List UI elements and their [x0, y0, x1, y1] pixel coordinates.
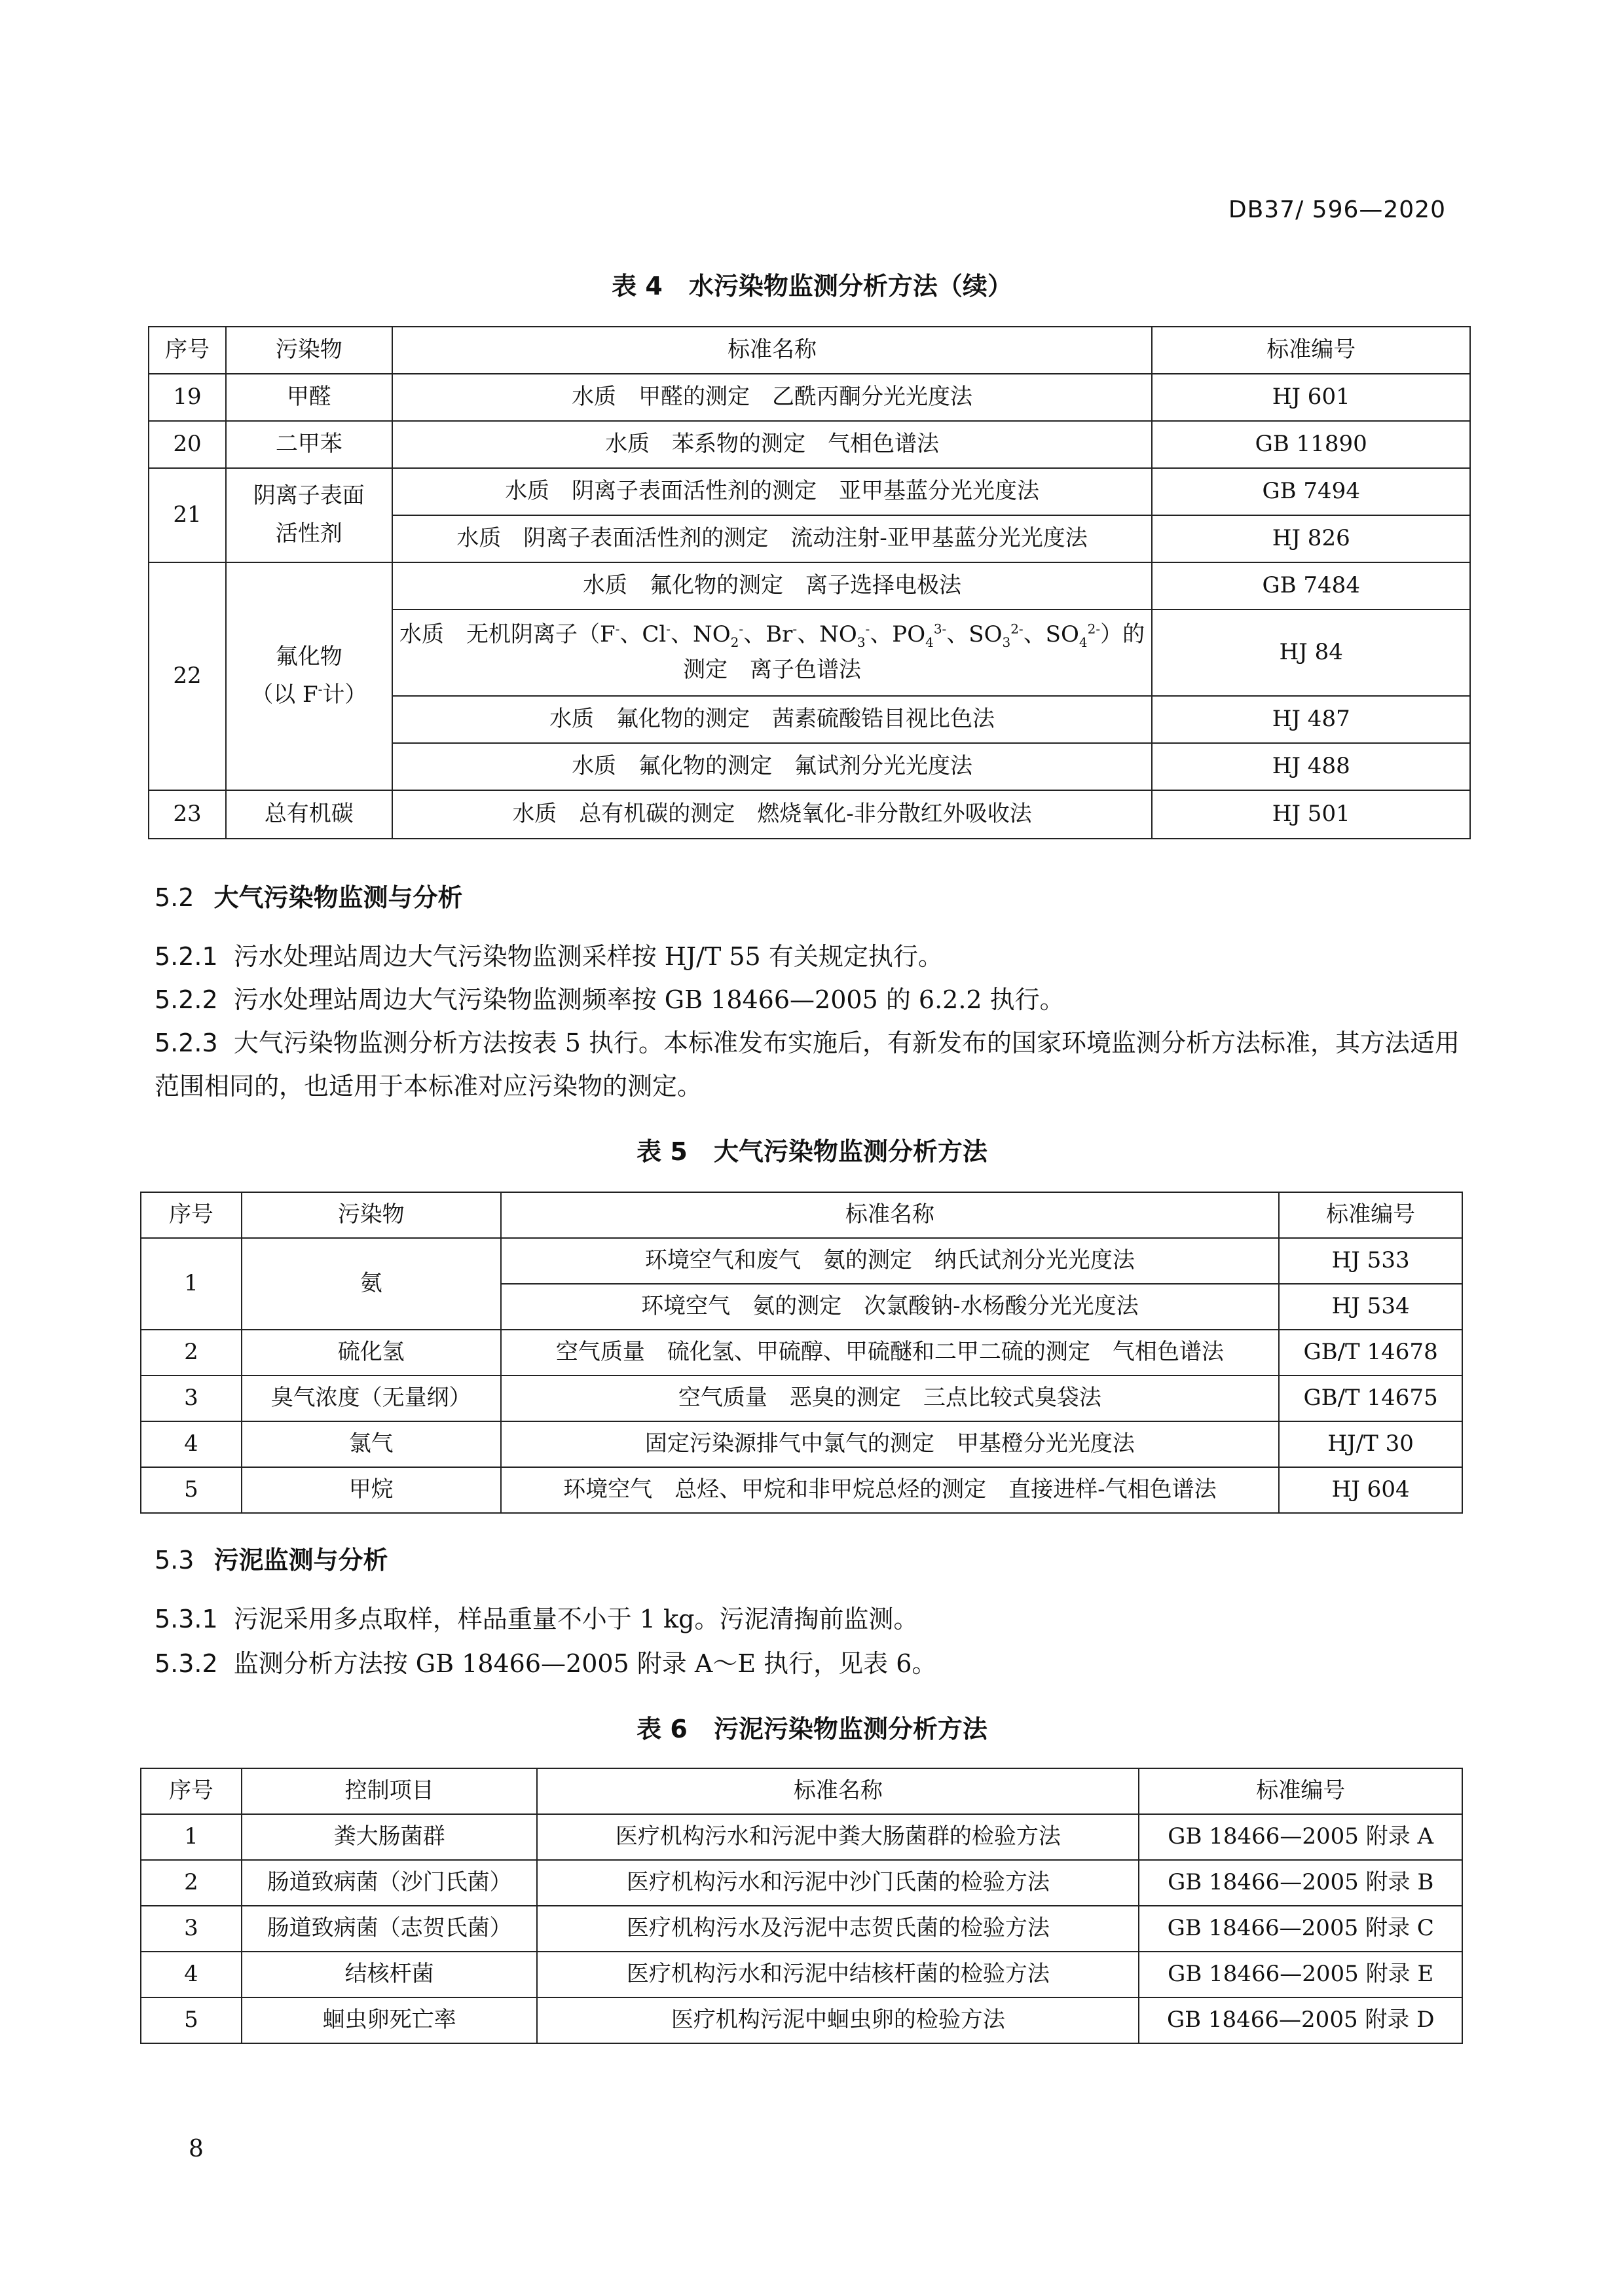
row-name: 环境空气 总烃、甲烷和非甲烷总烃的测定 直接进样-气相色谱法	[501, 1467, 1280, 1513]
subscript: 4	[925, 634, 934, 650]
table5-caption-text: 大气污染物监测分析方法	[713, 1137, 987, 1166]
section-5-3-heading	[155, 1540, 388, 1576]
clause-number: 5.3.1	[155, 1605, 218, 1633]
clause-number: 5.3.2	[155, 1649, 218, 1678]
row-name: 水质 氟化物的测定 离子选择电极法	[392, 562, 1153, 610]
paragraph-5-3-2	[155, 1642, 1471, 1685]
row-code: HJ 488	[1152, 743, 1470, 790]
table6-header-name: 标准名称	[537, 1768, 1139, 1814]
row-name: 医疗机构污水和污泥中结核杆菌的检验方法	[537, 1952, 1139, 1997]
row-pollutant: 硫化氢	[242, 1330, 501, 1376]
table-row	[149, 468, 1470, 515]
document-code: DB37/ 596—2020	[1228, 196, 1446, 223]
table-row	[141, 1906, 1462, 1952]
row-code: HJ 534	[1279, 1284, 1462, 1330]
row-code: GB 7494	[1152, 468, 1470, 515]
row-no: 2	[141, 1330, 242, 1376]
table6-header-no: 序号	[141, 1768, 242, 1814]
row-name: 水质 甲醛的测定 乙酰丙酮分光光度法	[392, 374, 1153, 421]
paragraph-5-2-3	[155, 1021, 1471, 1108]
clause-text: 大气污染物监测分析方法按表 5 执行。本标准发布实施后，有新发布的国家环境监测分析方法标准，其方法适用范围相同的，也适用于本标准对应污染物的测定。	[155, 1029, 1460, 1101]
row-pollutant: 臭气浓度（无量纲）	[242, 1376, 501, 1421]
table-row	[141, 1952, 1462, 1997]
row-name: 水质 阴离子表面活性剂的测定 流动注射-亚甲基蓝分光光度法	[392, 515, 1153, 562]
name-text: 、NO	[797, 621, 857, 648]
row-code: GB 18466—2005 附录 A	[1139, 1814, 1462, 1860]
table5-header-row	[141, 1192, 1462, 1238]
name-text: 、SO	[1023, 621, 1079, 648]
row-no: 4	[141, 1952, 242, 1997]
superscript: -	[792, 621, 798, 637]
row-no: 23	[149, 790, 226, 839]
table6-header-item: 控制项目	[242, 1768, 538, 1814]
row-code: HJ/T 30	[1279, 1421, 1462, 1467]
table4	[148, 326, 1471, 839]
row-name: 环境空气和废气 氨的测定 纳氏试剂分光光度法	[501, 1238, 1280, 1284]
row-pollutant	[226, 562, 392, 790]
row-code: HJ 826	[1152, 515, 1470, 562]
row-code: GB 18466—2005 附录 B	[1139, 1860, 1462, 1906]
name-line-2: 测定 离子色谱法	[683, 656, 862, 683]
table-row	[141, 1376, 1462, 1421]
table6-caption-text: 污泥污染物监测分析方法	[713, 1715, 987, 1743]
row-name: 医疗机构污水及污泥中志贺氏菌的检验方法	[537, 1906, 1139, 1952]
table-row	[149, 374, 1470, 421]
row-pollutant: 甲烷	[242, 1467, 501, 1513]
row-no: 3	[141, 1906, 242, 1952]
name-text: ）的	[1100, 621, 1145, 648]
table6-caption	[0, 1709, 1624, 1745]
section-number: 5.2	[155, 883, 194, 912]
row-code: HJ 604	[1279, 1467, 1462, 1513]
table5-header-code: 标准编号	[1279, 1192, 1462, 1238]
table6-header-row	[141, 1768, 1462, 1814]
row-name: 水质 阴离子表面活性剂的测定 亚甲基蓝分光光度法	[392, 468, 1153, 515]
table5-header-name: 标准名称	[501, 1192, 1280, 1238]
superscript: -	[739, 621, 744, 637]
table6	[140, 1768, 1463, 2044]
table-row	[141, 1814, 1462, 1860]
table-row	[149, 562, 1470, 610]
subscript: 2	[730, 634, 739, 650]
table-row	[141, 1467, 1462, 1513]
row-item: 肠道致病菌（志贺氏菌）	[242, 1906, 538, 1952]
row-code: HJ 487	[1152, 696, 1470, 743]
row-code: GB/T 14675	[1279, 1376, 1462, 1421]
name-text: 、Cl	[619, 621, 667, 648]
table-row	[141, 1997, 1462, 2043]
superscript: -	[865, 621, 870, 637]
page-number: 8	[189, 2136, 204, 2162]
paragraph-5-2-1	[155, 935, 1471, 978]
table4-caption-number: 表 4	[612, 272, 663, 301]
pollutant-line-1: 阴离子表面	[253, 483, 365, 509]
superscript: -	[615, 621, 620, 637]
section-title: 大气污染物监测与分析	[213, 883, 463, 912]
superscript: 2-	[1010, 621, 1024, 637]
name-text: 、NO	[671, 621, 731, 648]
row-code: HJ 84	[1152, 610, 1470, 696]
table4-caption	[0, 266, 1624, 302]
name-text: 、SO	[946, 621, 1003, 648]
row-no: 22	[149, 562, 226, 790]
row-item: 蛔虫卵死亡率	[242, 1997, 538, 2043]
clause-text: 监测分析方法按 GB 18466—2005 附录 A～E 执行，见表 6。	[233, 1649, 937, 1678]
row-pollutant: 氨	[242, 1238, 501, 1330]
paragraph-5-2-2	[155, 978, 1471, 1021]
pollutant-line-2: 活性剂	[275, 520, 342, 547]
row-no: 5	[141, 1467, 242, 1513]
section-title: 污泥监测与分析	[213, 1546, 388, 1575]
table4-header-no: 序号	[149, 327, 226, 374]
row-no: 2	[141, 1860, 242, 1906]
table4-header-name: 标准名称	[392, 327, 1153, 374]
row-no: 1	[141, 1238, 242, 1330]
name-text: 、PO	[870, 621, 926, 648]
ion-formula-line	[398, 620, 1147, 651]
row-item: 肠道致病菌（沙门氏菌）	[242, 1860, 538, 1906]
row-code: GB 18466—2005 附录 C	[1139, 1906, 1462, 1952]
row-name: 水质 总有机碳的测定 燃烧氧化-非分散红外吸收法	[392, 790, 1153, 839]
table5	[140, 1192, 1463, 1514]
row-no: 20	[149, 421, 226, 468]
row-code: HJ 533	[1279, 1238, 1462, 1284]
table4-header-pollutant: 污染物	[226, 327, 392, 374]
clause-number: 5.2.3	[155, 1029, 218, 1057]
row-no: 1	[141, 1814, 242, 1860]
table-row	[141, 1860, 1462, 1906]
pollutant-line-2	[232, 680, 386, 710]
table4-header-code: 标准编号	[1152, 327, 1470, 374]
table-row	[149, 790, 1470, 839]
row-item: 粪大肠菌群	[242, 1814, 538, 1860]
row-no: 21	[149, 468, 226, 562]
row-name: 医疗机构污泥中蛔虫卵的检验方法	[537, 1997, 1139, 2043]
section-number: 5.3	[155, 1546, 194, 1575]
row-no: 19	[149, 374, 226, 421]
clause-number: 5.2.2	[155, 985, 218, 1014]
table4-header-row	[149, 327, 1470, 374]
row-name: 水质 氟化物的测定 茜素硫酸锆目视比色法	[392, 696, 1153, 743]
row-pollutant: 总有机碳	[226, 790, 392, 839]
table4-caption-text: 水污染物监测分析方法（续）	[688, 272, 1012, 301]
row-name: 空气质量 硫化氢、甲硫醇、甲硫醚和二甲二硫的测定 气相色谱法	[501, 1330, 1280, 1376]
subscript: 3	[1002, 634, 1011, 650]
superscript: 2-	[1087, 621, 1101, 637]
row-pollutant: 氯气	[242, 1421, 501, 1467]
row-code: GB 11890	[1152, 421, 1470, 468]
superscript: -	[666, 621, 671, 637]
row-no: 5	[141, 1997, 242, 2043]
clause-number: 5.2.1	[155, 942, 218, 971]
row-name: 环境空气 氨的测定 次氯酸钠-水杨酸分光光度法	[501, 1284, 1280, 1330]
subscript: 4	[1079, 634, 1088, 650]
row-code: GB 18466—2005 附录 E	[1139, 1952, 1462, 1997]
row-code: HJ 601	[1152, 374, 1470, 421]
table5-header-no: 序号	[141, 1192, 242, 1238]
row-name: 水质 苯系物的测定 气相色谱法	[392, 421, 1153, 468]
paragraph-5-3-1	[155, 1597, 1471, 1641]
table6-caption-number: 表 6	[637, 1715, 688, 1743]
row-name: 固定污染源排气中氯气的测定 甲基橙分光光度法	[501, 1421, 1280, 1467]
row-pollutant: 甲醛	[226, 374, 392, 421]
row-name: 水质 氟化物的测定 氟试剂分光光度法	[392, 743, 1153, 790]
row-name: 空气质量 恶臭的测定 三点比较式臭袋法	[501, 1376, 1280, 1421]
row-code: GB 7484	[1152, 562, 1470, 610]
row-code: GB 18466—2005 附录 D	[1139, 1997, 1462, 2043]
name-text: 、Br	[743, 621, 793, 648]
pollutant-line-1: 氟化物	[275, 644, 342, 670]
table5-header-pollutant: 污染物	[242, 1192, 501, 1238]
table5-caption	[0, 1131, 1624, 1167]
superscript: -	[318, 681, 323, 697]
row-no: 3	[141, 1376, 242, 1421]
table-row	[141, 1421, 1462, 1467]
table5-caption-number: 表 5	[637, 1137, 688, 1166]
row-code: HJ 501	[1152, 790, 1470, 839]
row-pollutant: 二甲苯	[226, 421, 392, 468]
clause-text: 污水处理站周边大气污染物监测采样按 HJ/T 55 有关规定执行。	[233, 942, 943, 971]
row-no: 4	[141, 1421, 242, 1467]
superscript: 3-	[933, 621, 947, 637]
name-text: 水质 无机阴离子（F	[399, 621, 616, 648]
table-row	[141, 1330, 1462, 1376]
row-item: 结核杆菌	[242, 1952, 538, 1997]
row-pollutant	[226, 468, 392, 562]
row-name: 医疗机构污水和污泥中沙门氏菌的检验方法	[537, 1860, 1139, 1906]
pollutant-text: 计）	[322, 682, 367, 708]
section-5-2-heading	[155, 877, 462, 913]
table-row	[149, 421, 1470, 468]
clause-text: 污泥采用多点取样，样品重量不小于 1 kg。污泥清掏前监测。	[233, 1605, 919, 1633]
subscript: 3	[857, 634, 866, 650]
row-name	[392, 610, 1153, 696]
row-code: GB/T 14678	[1279, 1330, 1462, 1376]
table-row	[141, 1238, 1462, 1284]
row-name: 医疗机构污水和污泥中粪大肠菌群的检验方法	[537, 1814, 1139, 1860]
table6-header-code: 标准编号	[1139, 1768, 1462, 1814]
pollutant-text: （以 F	[251, 682, 318, 708]
clause-text: 污水处理站周边大气污染物监测频率按 GB 18466—2005 的 6.2.2 执行。	[233, 985, 1065, 1014]
